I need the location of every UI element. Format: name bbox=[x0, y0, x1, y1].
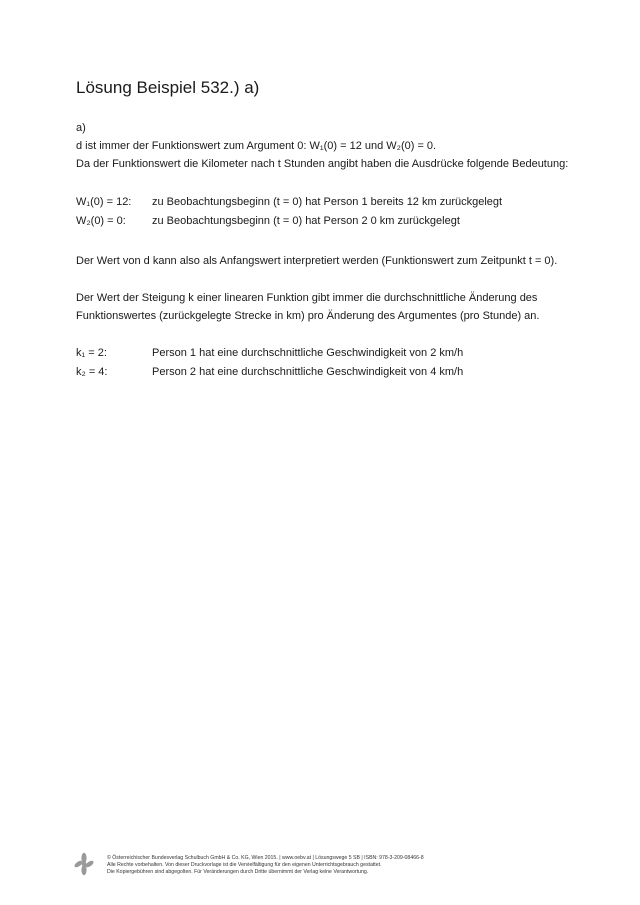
page-title: Lösung Beispiel 532.) a) bbox=[76, 78, 260, 97]
footer-line-2: Alle Rechte vorbehalten. Von dieser Druckvorlage ist die Vervielfältigung für den eigenen Unterrichtsgebrauch gestattet. bbox=[107, 862, 382, 868]
intro-line-1: d ist immer der Funktionswert zum Argument 0: W₁(0) = 12 und W₂(0) = 0. bbox=[76, 140, 437, 152]
k1-text: Person 1 hat eine durchschnittliche Geschwindigkeit von 2 km/h bbox=[152, 347, 464, 359]
k1-label: k₁ = 2: bbox=[76, 347, 107, 359]
w1-text: zu Beobachtungsbeginn (t = 0) hat Person 1 bereits 12 km zurückgelegt bbox=[152, 196, 503, 208]
k-meaning-line-2: Funktionswertes (zurückgelegte Strecke in km) pro Änderung des Argumentes (pro Stunde) an. bbox=[76, 310, 540, 322]
k2-label: k₂ = 4: bbox=[76, 366, 108, 378]
copyright-footer bbox=[107, 855, 424, 876]
w1-label: W₁(0) = 12: bbox=[76, 196, 132, 208]
k2-text: Person 2 hat eine durchschnittliche Geschwindigkeit von 4 km/h bbox=[152, 366, 464, 378]
footer-line-3: Die Kopiergebühren sind abgegolten. Für Veränderungen durch Dritte übernimmt der Verlag keine Verantwortung. bbox=[107, 869, 369, 875]
k-meaning-line-1: Der Wert der Steigung k einer linearen Funktion gibt immer die durchschnittliche Änderung des bbox=[76, 292, 538, 304]
intro-line-2: Da der Funktionswert die Kilometer nach t Stunden angibt haben die Ausdrücke folgende Bedeutung: bbox=[76, 158, 569, 170]
d-meaning: Der Wert von d kann also als Anfangswert interpretiert werden (Funktionswert zum Zeitpunkt t = 0). bbox=[76, 255, 558, 267]
w2-label: W₂(0) = 0: bbox=[76, 215, 126, 227]
footer-line-1: © Österreichischer Bundesverlag Schulbuch GmbH & Co. KG, Wien 2015. | www.oebv.at | Lösungswege 5 SB | ISBN: 978-3-209-08466-8 bbox=[107, 855, 424, 861]
part-label: a) bbox=[76, 122, 86, 134]
publisher-logo-icon bbox=[74, 852, 94, 876]
w2-text: zu Beobachtungsbeginn (t = 0) hat Person 2 0 km zurückgelegt bbox=[152, 215, 460, 227]
